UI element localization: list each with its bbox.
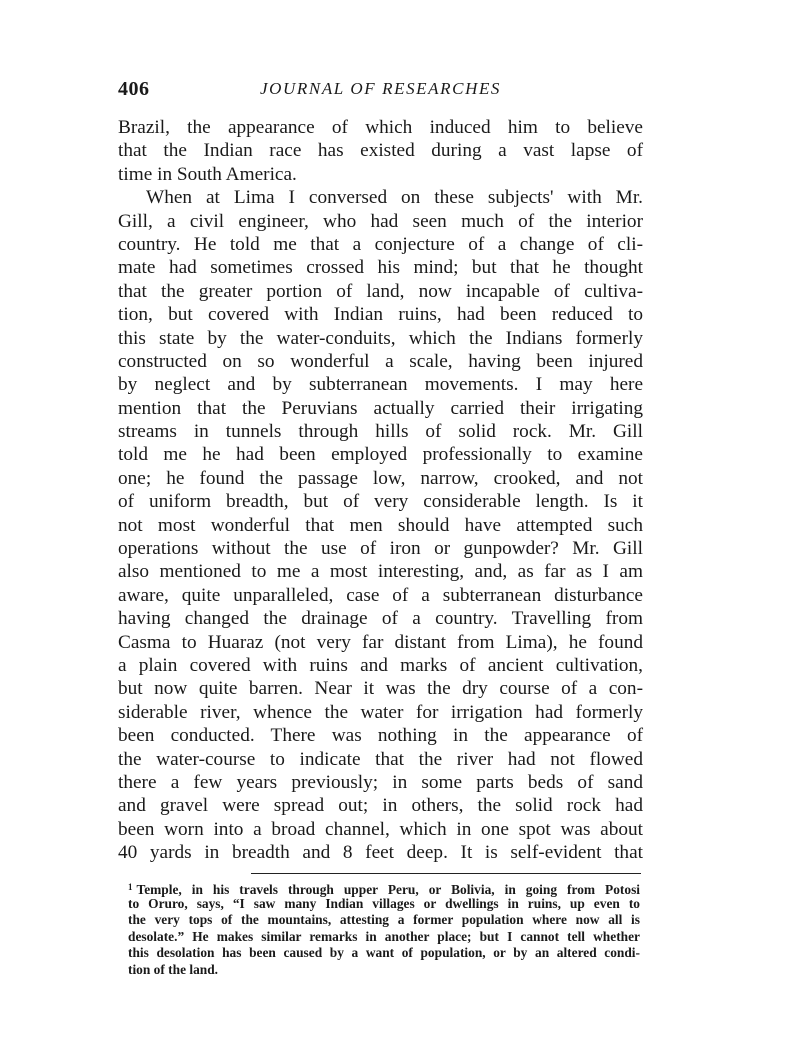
- page-number: 406: [118, 78, 150, 100]
- text-line: aware, quite unparalleled, case of a subterranean disturbance: [118, 584, 643, 606]
- footnote-line: to Oruro, says, “I saw many Indian villages or dwellings in ruins, up even to: [128, 895, 640, 911]
- text-line: by neglect and by subterranean movements. I may here: [118, 374, 643, 396]
- text-line: time in South America.: [118, 163, 297, 185]
- text-line: having changed the drainage of a country. Travelling from: [118, 608, 643, 630]
- text-line: streams in tunnels through hills of solid rock. Mr. Gill: [118, 421, 643, 443]
- text-line: mate had sometimes crossed his mind; but that he thought: [118, 257, 643, 279]
- footnote-line: [128, 879, 640, 896]
- text-line: mention that the Peruvians actually carried their irrigating: [118, 397, 643, 419]
- text-line: been conducted. There was nothing in the appearance of: [118, 725, 643, 747]
- text-line: that the greater portion of land, now incapable of cultiva-: [118, 280, 643, 302]
- footnote-text: Temple, in his travels through upper Peru, or Bolivia, in going from Potosi: [136, 882, 640, 897]
- text-line: the water-course to indicate that the river had not flowed: [118, 748, 643, 770]
- footnote-divider: [251, 873, 641, 874]
- text-line: siderable river, whence the water for irrigation had formerly: [118, 701, 643, 723]
- text-line: and gravel were spread out; in others, the solid rock had: [118, 795, 643, 817]
- footnote: [128, 879, 640, 979]
- text-line: this state by the water-conduits, which the Indians formerly: [118, 327, 643, 349]
- footnote-line: desolate.” He makes similar remarks in another place; but I cannot tell whether: [128, 928, 640, 944]
- text-line: When at Lima I conversed on these subjects' with Mr.: [146, 187, 643, 209]
- body-text: [118, 116, 643, 865]
- text-line: Gill, a civil engineer, who had seen much of the interior: [118, 210, 643, 232]
- text-line: that the Indian race has existed during a vast lapse of: [118, 140, 643, 162]
- text-line: been worn into a broad channel, which in one spot was about: [118, 818, 643, 840]
- footnote-line: the very tops of the mountains, attesting a former population where now all is: [128, 912, 640, 928]
- text-line: country. He told me that a conjecture of a change of cli-: [118, 233, 643, 255]
- text-line: 40 yards in breadth and 8 feet deep. It is self-evident that: [118, 842, 643, 864]
- text-line: constructed on so wonderful a scale, having been injured: [118, 350, 643, 372]
- text-line: a plain covered with ruins and marks of ancient cultivation,: [118, 654, 643, 676]
- footnote-line: tion of the land.: [128, 961, 219, 977]
- text-line: Brazil, the appearance of which induced him to believe: [118, 117, 643, 138]
- text-line: there a few years previously; in some parts beds of sand: [118, 771, 643, 793]
- text-line: tion, but covered with Indian ruins, had been reduced to: [118, 304, 643, 326]
- text-line: operations without the use of iron or gunpowder? Mr. Gill: [118, 538, 643, 560]
- text-line: also mentioned to me a most interesting, and, as far as I am: [118, 561, 643, 583]
- footnote-line: this desolation has been caused by a want of population, or by an altered condi-: [128, 945, 640, 961]
- text-line: but now quite barren. Near it was the dry course of a con-: [118, 678, 643, 700]
- text-line: not most wonderful that men should have attempted such: [118, 514, 643, 536]
- text-line: one; he found the passage low, narrow, crooked, and not: [118, 467, 643, 489]
- footnote-marker: 1: [128, 882, 133, 892]
- running-head: JOURNAL OF RESEARCHES: [260, 79, 502, 98]
- text-line: told me he had been employed professionally to examine: [118, 444, 643, 466]
- text-line: of uniform breadth, but of very considerable length. Is it: [118, 491, 643, 513]
- page-header: [118, 78, 643, 102]
- text-line: Casma to Huaraz (not very far distant from Lima), he found: [118, 631, 643, 653]
